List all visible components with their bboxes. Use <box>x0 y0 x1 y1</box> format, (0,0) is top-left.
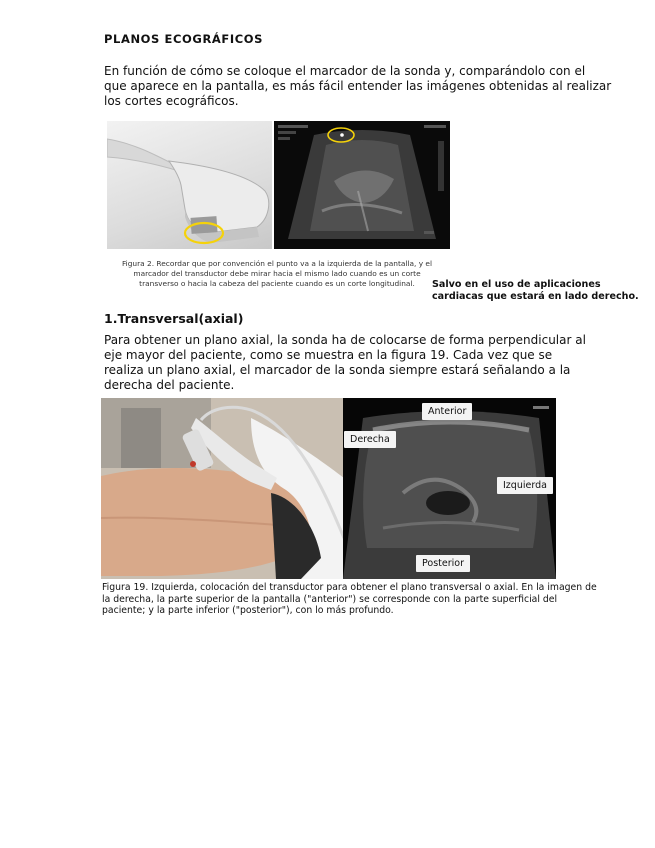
intro-line: los cortes ecográficos. <box>104 94 239 108</box>
ultrasound-image <box>274 121 450 249</box>
paragraph-line: Para obtener un plano axial, la sonda ha de colocarse de forma perpendicular al <box>104 333 586 347</box>
ultrasound-screen-fig2 <box>274 121 450 249</box>
transducer-photo <box>107 121 272 249</box>
caption-line: Figura 2. Recordar que por convención el punto va a la izquierda de la pantalla, y el <box>121 259 433 268</box>
caption-line: paciente; y la parte inferior ("posterior"), con lo más profundo. <box>102 605 394 616</box>
intro-paragraph <box>104 64 614 109</box>
caption-line: transverso o hacia la cabeza del paciente cuando es un corte longitudinal. <box>139 279 415 288</box>
paragraph-line: eje mayor del paciente, como se muestra en la figura 19. Cada vez que se <box>104 348 553 362</box>
label-izquierda: Izquierda <box>497 477 553 494</box>
page-title: PLANOS ECOGRÁFICOS <box>104 32 264 46</box>
section-heading: 1.Transversal(axial) <box>104 311 244 326</box>
label-posterior: Posterior <box>416 555 470 572</box>
intro-line: que aparece en la pantalla, es más fácil entender las imágenes obtenidas al realizar <box>104 79 612 93</box>
patient-transducer-photo <box>101 398 344 579</box>
label-derecha: Derecha <box>344 431 396 448</box>
caption-line: marcador del transductor debe mirar hacia el mismo lado cuando es un corte <box>133 269 421 278</box>
caption-line: Figura 19. Izquierda, colocación del transductor para obtener el plano transversal o axial. En la imagen de <box>102 582 597 593</box>
paragraph-line: derecha del paciente. <box>104 378 235 392</box>
ultrasound-screen-fig19 <box>343 398 556 579</box>
paragraph-line: realiza un plano axial, el marcador de la sonda siempre estará señalando a la <box>104 363 571 377</box>
label-anterior: Anterior <box>422 403 472 420</box>
side-note <box>432 279 639 303</box>
caption-line: la derecha, la parte superior de la pantalla ("anterior") se corresponde con la parte superficial del <box>102 593 558 605</box>
note-line: Salvo en el uso de aplicaciones <box>432 279 601 290</box>
figure2-caption <box>112 259 442 289</box>
transducer-illustration <box>107 121 272 249</box>
intro-line: En función de cómo se coloque el marcador de la sonda y, comparándolo con el <box>104 64 586 78</box>
note-line: cardiacas que estará en lado derecho. <box>432 291 639 302</box>
figure19-caption <box>102 582 622 617</box>
patient-illustration <box>101 398 344 579</box>
section-paragraph <box>104 333 629 393</box>
